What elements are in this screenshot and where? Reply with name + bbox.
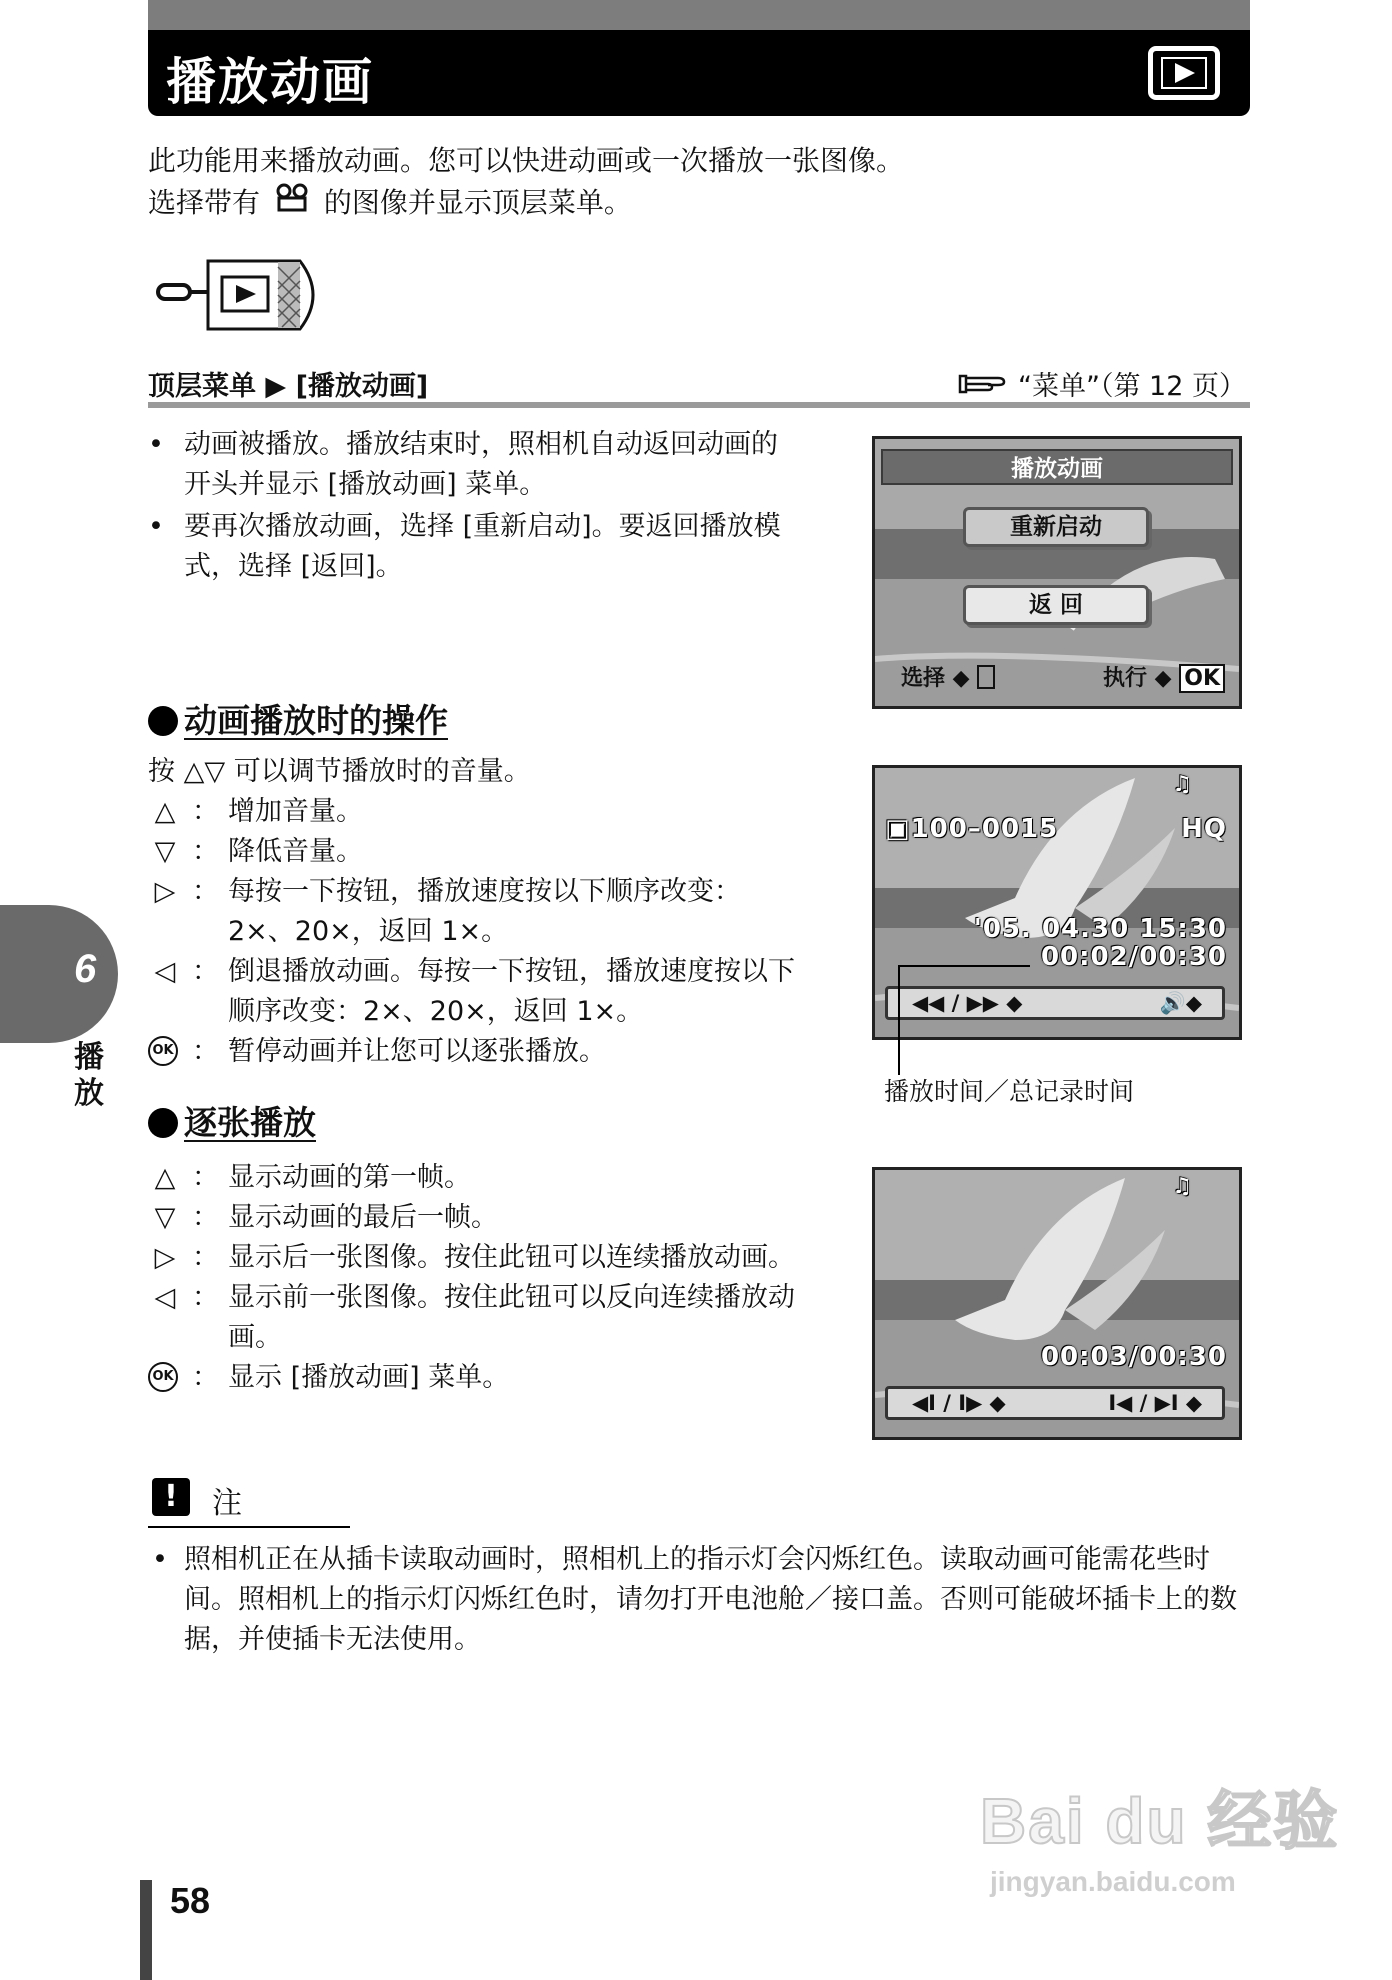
playback-time: 00:03/00:30 <box>1040 1342 1227 1372</box>
execute-hint: 执行 ◆ OK <box>1103 661 1225 692</box>
movie-icon <box>275 183 309 225</box>
frame-ops-list <box>148 1158 798 1398</box>
op-ok: OK ： 暂停动画并让您可以逐张播放。 <box>148 1032 798 1072</box>
op-left: ◁ ： 倒退播放动画。每按一下按钮，播放速度按以下顺序改变：2×、20×，返回 1×。 <box>148 952 798 1032</box>
pointing-hand-icon <box>958 372 1008 403</box>
movie-sound-icon: ♫ <box>1172 772 1193 797</box>
restart-button[interactable]: 重新启动 <box>963 507 1149 547</box>
chapter-label: 播放 <box>74 1040 104 1111</box>
camera-screen-playback <box>872 765 1242 1040</box>
op-right: ▷ ： 显示后一张图像。按住此钮可以连续播放动画。 <box>148 1238 798 1278</box>
camera-screen-frame-by-frame <box>872 1167 1242 1440</box>
watermark-url: jingyan.baidu.com <box>990 1866 1236 1897</box>
op-down: ▽ ： 显示动画的最后一帧。 <box>148 1198 798 1238</box>
bullet-circle-icon <box>148 1108 178 1138</box>
intro-text <box>148 140 1208 225</box>
ok-icon: OK <box>1179 664 1225 693</box>
section-heading-frame-by-frame: 逐张播放 <box>148 1097 316 1144</box>
note-text: • 照相机正在从插卡读取动画时，照相机上的指示灯会闪烁红色。读取动画可能需花些时间。照相机上的指示灯闪烁红色时，请勿打开电池舱／接口盖。否则可能破坏插卡上的数据，并使插卡无法使用。 <box>152 1544 1237 1655</box>
op-right: ▷ ： 每按一下按钮，播放速度按以下顺序改变：2×、20×，返回 1×。 <box>148 872 798 952</box>
op-up: △ ： 显示动画的第一帧。 <box>148 1158 798 1198</box>
ok-button-icon: OK <box>148 1036 178 1066</box>
bullet-item: • 动画被播放。播放结束时，照相机自动返回动画的开头并显示 [播放动画] 菜单。 <box>148 429 778 500</box>
control-bar <box>885 1386 1225 1420</box>
right-arrow-icon: ▷ <box>154 876 176 907</box>
first-last-hint: I◀ / ▶I ◆ <box>1108 1391 1202 1415</box>
intro-line-2-pre: 选择带有 <box>148 186 261 219</box>
bullet-list <box>148 425 798 589</box>
playback-mode-icon <box>1148 46 1220 100</box>
op-ok: OK ： 显示 [播放动画] 菜单。 <box>148 1358 798 1398</box>
menu-path: 顶层菜单 ▶ [播放动画] <box>148 371 429 402</box>
watermark-brand: Bai du 经验 <box>980 1785 1340 1857</box>
speed-controls-hint: ◀◀ / ▶▶ ◆ <box>912 991 1023 1015</box>
date-time: '05. 04.30 15:30 <box>973 914 1227 944</box>
down-arrow-icon: ▽ <box>154 836 176 867</box>
note-heading <box>148 1476 350 1528</box>
ok-button-icon: OK <box>148 1362 178 1392</box>
camera-screen-menu <box>872 436 1242 709</box>
menu-title: 播放动画 <box>881 449 1233 485</box>
menu-path-row <box>148 362 1250 408</box>
right-arrow-icon: ▷ <box>154 1242 176 1273</box>
op-up: △ ： 增加音量。 <box>148 792 798 832</box>
frame-step-hint: ◀I / I▶ ◆ <box>912 1391 1006 1415</box>
callout-label: 播放时间／总记录时间 <box>884 1077 1135 1106</box>
page-number: 58 <box>170 1880 211 1921</box>
up-arrow-icon: △ <box>154 1162 176 1193</box>
select-hint: 选择 ◆ <box>901 661 995 692</box>
page-reference-text: “菜单”（第 12 页） <box>1018 371 1246 402</box>
page-reference <box>958 364 1246 403</box>
callout-line <box>898 965 900 1075</box>
op-left: ◁ ： 显示前一张图像。按住此钮可以反向连续播放动画。 <box>148 1278 798 1358</box>
note-label: 注 <box>212 1486 242 1521</box>
section-heading-playback-ops: 动画播放时的操作 <box>148 695 448 742</box>
chapter-number: 6 <box>74 947 97 991</box>
bullet-circle-icon <box>148 706 178 736</box>
intro-line-2-post: 的图像并显示顶层菜单。 <box>323 186 632 219</box>
title-bar <box>148 30 1250 116</box>
chapter-tab <box>0 905 118 1043</box>
left-arrow-icon: ◁ <box>154 1282 176 1313</box>
back-button[interactable]: 返 回 <box>963 585 1149 625</box>
up-arrow-icon: △ <box>154 796 176 827</box>
updown-icon <box>977 665 995 689</box>
down-arrow-icon: ▽ <box>154 1202 176 1233</box>
volume-hint: 🔊◆ <box>1159 991 1202 1015</box>
intro-line-1: 此功能用来播放动画。您可以快进动画或一次播放一张图像。 <box>148 144 905 177</box>
header-top-strip <box>148 0 1250 30</box>
movie-sound-icon: ♫ <box>1172 1174 1193 1199</box>
watermark <box>980 1770 1339 1898</box>
bullet-item: • 要再次播放动画，选择 [重新启动]。要返回播放模式，选择 [返回]。 <box>148 511 781 582</box>
control-bar <box>885 986 1225 1020</box>
intro-line-2 <box>148 182 1208 225</box>
mode-dial-icon <box>150 255 330 339</box>
file-number: ▣100–0015 <box>885 814 1059 844</box>
exclamation-icon: ! <box>152 1478 190 1516</box>
playback-time: 00:02/00:30 <box>1040 942 1227 972</box>
volume-intro: 按 △▽ 可以调节播放时的音量。 <box>148 756 531 787</box>
page-number-bar <box>140 1880 152 1980</box>
left-arrow-icon: ◁ <box>154 956 176 987</box>
callout-line <box>898 965 1030 967</box>
quality-badge: HQ <box>1181 814 1227 844</box>
playback-ops-list <box>148 752 798 1072</box>
op-down: ▽ ： 降低音量。 <box>148 832 798 872</box>
page-title: 播放动画 <box>166 53 374 111</box>
